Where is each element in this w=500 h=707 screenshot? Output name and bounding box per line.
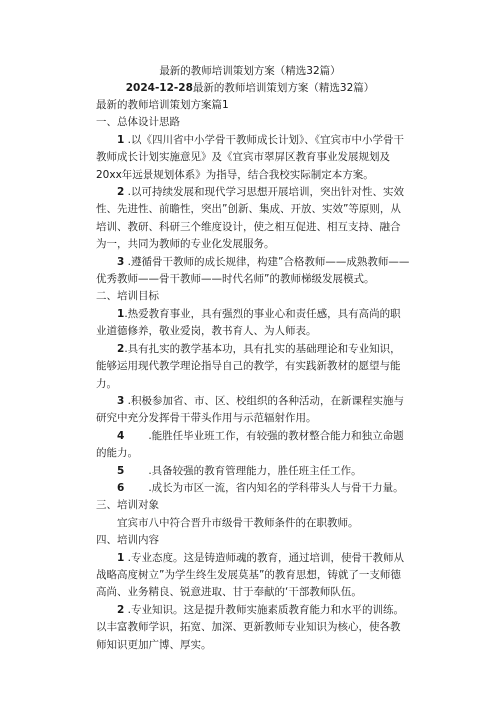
paragraph [96, 306, 410, 341]
section-heading: 一、总体设计思路 [96, 116, 180, 129]
document-body [96, 97, 410, 654]
item-number: 1 [117, 133, 125, 146]
paragraph [96, 184, 410, 254]
paragraph [96, 428, 410, 463]
subtitle-text: 最新的教师培训策划方案（精选32篇） [192, 82, 375, 94]
item-text: .积极参加省、市、区、校组织的各种活动，在新课程实施与研究中充分发挥骨干带头作用与示范辐射作用。 [96, 394, 404, 425]
item-number: 4 [117, 429, 125, 442]
paragraph [96, 550, 410, 602]
item-text: .热爱教育事业，具有强烈的事业心和责任感，具有高尚的职业道德修养，敬业爱岗，教书育人、为人师表。 [96, 307, 401, 338]
section-heading: 二、培训目标 [96, 290, 159, 303]
item-number: 1 [117, 307, 125, 320]
item-number: 2 [117, 342, 125, 355]
paragraph [96, 463, 410, 480]
item-text: .专业态度。这是铸造师魂的教育，通过培训，使骨干教师从战略高度树立”为学生终生发展莫基”的教育思想，铸就了一支师德高尚、业务精良、锐意进取、甘于奉献的‘干部教师队伍。 [96, 551, 404, 599]
paragraph: 宜宾市八中符合晋升市级骨干教师条件的在职教师。 [117, 516, 359, 529]
item-text: .能胜任毕业班工作，有较强的教材整合能力和独立命题的能力。 [96, 429, 404, 460]
item-text: .专业知识。这是提升教师实施素质教育能力和水平的训练。以丰富教师学识，拓宽、加深、更新教师专业知识为核心，使各教师知识更加广博、厚实。 [96, 603, 404, 651]
item-text: .以《四川省中小学骨干教师成长计划》、《宜宾市中小学骨干教师成长计划实施意见》及《宜宾市翠屏区教育事业发展规划及20xx年远景规划体系》为指导，结合我校实际制定本方案。 [96, 133, 404, 181]
section-heading: 三、培训对象 [96, 499, 159, 512]
paragraph [96, 480, 410, 497]
paragraph [96, 132, 410, 184]
item-text: .具备较强的教育管理能力，胜任班主任工作。 [148, 464, 362, 477]
item-number: 6 [117, 481, 125, 494]
paragraph [96, 341, 410, 393]
paragraph [96, 254, 410, 289]
paragraph [96, 393, 410, 428]
section-heading: 四、培训内容 [96, 534, 159, 547]
section-title: 最新的教师培训策划方案篇1 [96, 99, 229, 111]
item-text: .遵循骨干教师的成长规律，构建”合格教师——成熟教师——优秀教师——骨干教师——时代名师”的教师梯级发展模式。 [96, 255, 410, 286]
item-number: 3 [117, 255, 125, 268]
item-number: 1 [117, 551, 125, 564]
item-number: 2 [117, 603, 125, 616]
item-number: 2 [117, 186, 125, 199]
item-number: 3 [117, 394, 125, 407]
paragraph [96, 602, 410, 654]
document-subtitle [0, 81, 500, 95]
item-text: .成长为市区一流，省内知名的学科带头人与骨干力量。 [148, 481, 404, 494]
item-text: .以可持续发展和现代学习思想开展培训，突出针对性、实效性、先进性、前瞻性，突出”创新、集成、开放、实效”等原则，从培训、教研、科研三个维度设计，使之相互促进、相互支持、融合为一，共同为教师的专业化发展服务。 [96, 186, 404, 251]
publish-date: 2024-12-28 [125, 82, 193, 94]
item-number: 5 [117, 464, 125, 477]
document-title: 最新的教师培训策划方案（精选32篇） [159, 65, 341, 77]
item-text: .具有扎实的教学基本功，具有扎实的基础理论和专业知识，能够运用现代教学理论指导自己的教学，有实践新教材的愿望与能力。 [96, 342, 401, 390]
